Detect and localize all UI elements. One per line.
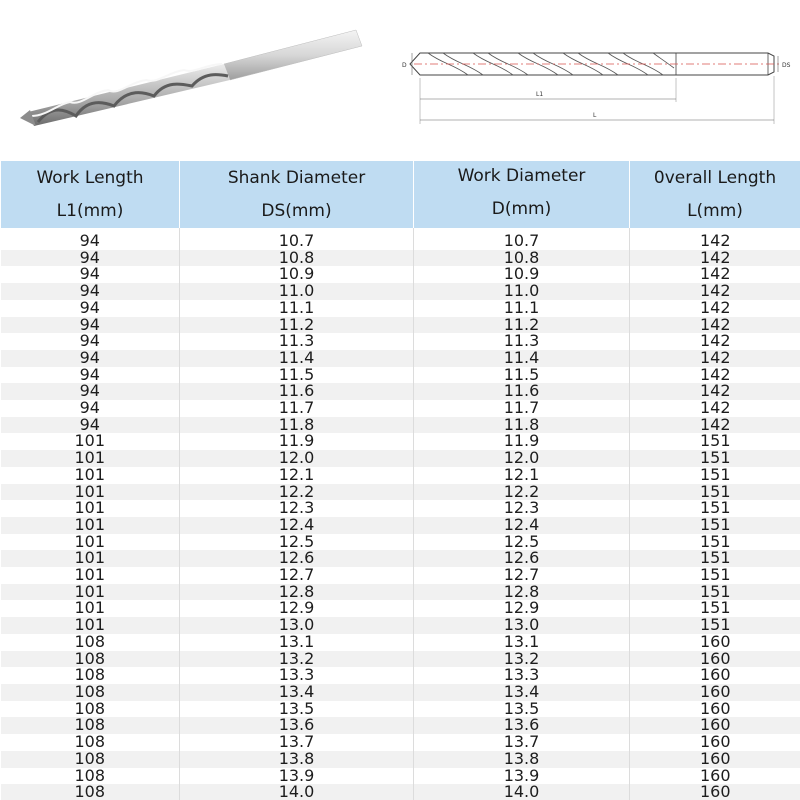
table-row — [1, 228, 800, 250]
table-row — [1, 517, 800, 534]
dimension-drawing — [398, 40, 798, 130]
cell-overall-length: 142 — [630, 333, 800, 350]
cell-work-diameter: 10.8 — [414, 250, 630, 267]
table-row — [1, 667, 800, 684]
cell-work-diameter: 11.2 — [414, 317, 630, 334]
cell-shank-diameter: 12.2 — [180, 484, 414, 501]
cell-shank-diameter: 12.7 — [180, 567, 414, 584]
cell-shank-diameter: 12.5 — [180, 534, 414, 551]
cell-overall-length: 151 — [630, 567, 800, 584]
cell-work-diameter: 11.5 — [414, 367, 630, 384]
cell-overall-length: 142 — [630, 417, 800, 434]
cell-shank-diameter: 13.7 — [180, 734, 414, 751]
cell-work-length: 94 — [1, 383, 180, 400]
cell-overall-length: 142 — [630, 367, 800, 384]
cell-overall-length: 160 — [630, 784, 800, 800]
table-row — [1, 550, 800, 567]
cell-work-diameter: 11.8 — [414, 417, 630, 434]
table-row — [1, 567, 800, 584]
cell-shank-diameter: 11.3 — [180, 333, 414, 350]
cell-shank-diameter: 11.8 — [180, 417, 414, 434]
table-row — [1, 617, 800, 634]
table-row — [1, 784, 800, 800]
cell-work-length: 101 — [1, 517, 180, 534]
product-illustration-area — [0, 0, 800, 160]
cell-shank-diameter: 12.8 — [180, 584, 414, 601]
header-overall-length — [630, 161, 800, 228]
cell-work-length: 101 — [1, 584, 180, 601]
cell-work-diameter: 13.3 — [414, 667, 630, 684]
cell-overall-length: 142 — [630, 317, 800, 334]
spec-table — [0, 161, 800, 800]
table-row — [1, 383, 800, 400]
cell-work-length: 94 — [1, 367, 180, 384]
table-row — [1, 450, 800, 467]
cell-work-diameter: 12.1 — [414, 467, 630, 484]
cell-overall-length: 160 — [630, 751, 800, 768]
table-row — [1, 417, 800, 434]
cell-work-length: 101 — [1, 450, 180, 467]
cell-shank-diameter: 10.9 — [180, 266, 414, 283]
cell-overall-length: 142 — [630, 250, 800, 267]
header-work-diameter-unit: D(mm) — [491, 199, 552, 219]
header-work-diameter-title: Work Diameter — [457, 166, 586, 186]
cell-work-diameter: 11.0 — [414, 283, 630, 300]
cell-shank-diameter: 12.6 — [180, 550, 414, 567]
cell-overall-length: 151 — [630, 467, 800, 484]
cell-work-diameter: 13.2 — [414, 651, 630, 668]
cell-work-length: 94 — [1, 283, 180, 300]
cell-work-length: 101 — [1, 433, 180, 450]
cell-work-length: 101 — [1, 484, 180, 501]
cell-shank-diameter: 12.4 — [180, 517, 414, 534]
table-row — [1, 250, 800, 267]
cell-work-length: 108 — [1, 751, 180, 768]
table-row — [1, 634, 800, 651]
cell-work-length: 101 — [1, 617, 180, 634]
cell-work-diameter: 12.9 — [414, 600, 630, 617]
table-row — [1, 317, 800, 334]
table-row — [1, 367, 800, 384]
table-row — [1, 701, 800, 718]
table-row — [1, 467, 800, 484]
table-row — [1, 500, 800, 517]
cell-work-diameter: 13.7 — [414, 734, 630, 751]
cell-work-diameter: 12.5 — [414, 534, 630, 551]
table-row — [1, 651, 800, 668]
cell-overall-length: 160 — [630, 717, 800, 734]
cell-overall-length: 160 — [630, 651, 800, 668]
header-shank-diameter-unit: DS(mm) — [261, 201, 332, 221]
table-row — [1, 768, 800, 785]
table-row — [1, 400, 800, 417]
cell-work-diameter: 11.9 — [414, 433, 630, 450]
table-row — [1, 283, 800, 300]
cell-work-length: 94 — [1, 228, 180, 250]
header-work-length — [1, 161, 180, 228]
cell-shank-diameter: 11.9 — [180, 433, 414, 450]
cell-work-diameter: 11.6 — [414, 383, 630, 400]
cell-shank-diameter: 11.7 — [180, 400, 414, 417]
cell-work-diameter: 11.3 — [414, 333, 630, 350]
table-row — [1, 717, 800, 734]
cell-shank-diameter: 12.3 — [180, 500, 414, 517]
cell-work-diameter: 10.9 — [414, 266, 630, 283]
cell-overall-length: 160 — [630, 667, 800, 684]
cell-shank-diameter: 13.9 — [180, 768, 414, 785]
cell-overall-length: 142 — [630, 266, 800, 283]
table-row — [1, 600, 800, 617]
header-overall-length-unit: L(mm) — [687, 201, 743, 221]
cell-shank-diameter: 13.1 — [180, 634, 414, 651]
cell-work-diameter: 12.0 — [414, 450, 630, 467]
cell-shank-diameter: 11.5 — [180, 367, 414, 384]
label-l: L — [593, 112, 597, 119]
cell-work-diameter: 14.0 — [414, 784, 630, 800]
cell-overall-length: 151 — [630, 433, 800, 450]
cell-overall-length: 160 — [630, 768, 800, 785]
cell-work-length: 108 — [1, 634, 180, 651]
cell-work-length: 108 — [1, 651, 180, 668]
cell-work-diameter: 10.7 — [414, 228, 630, 250]
cell-work-length: 108 — [1, 768, 180, 785]
table-row — [1, 484, 800, 501]
cell-work-diameter: 13.1 — [414, 634, 630, 651]
cell-overall-length: 160 — [630, 701, 800, 718]
cell-work-length: 101 — [1, 567, 180, 584]
cell-shank-diameter: 10.8 — [180, 250, 414, 267]
cell-work-length: 108 — [1, 734, 180, 751]
cell-work-diameter: 12.4 — [414, 517, 630, 534]
cell-work-length: 94 — [1, 333, 180, 350]
cell-work-diameter: 12.3 — [414, 500, 630, 517]
cell-shank-diameter: 13.6 — [180, 717, 414, 734]
cell-shank-diameter: 11.0 — [180, 283, 414, 300]
cell-work-length: 108 — [1, 684, 180, 701]
cell-overall-length: 151 — [630, 450, 800, 467]
header-work-length-unit: L1(mm) — [56, 201, 124, 221]
cell-work-diameter: 12.6 — [414, 550, 630, 567]
cell-overall-length: 151 — [630, 484, 800, 501]
cell-work-length: 94 — [1, 250, 180, 267]
cell-shank-diameter: 13.2 — [180, 651, 414, 668]
cell-shank-diameter: 13.5 — [180, 701, 414, 718]
cell-overall-length: 160 — [630, 684, 800, 701]
cell-work-length: 108 — [1, 701, 180, 718]
cell-shank-diameter: 11.4 — [180, 350, 414, 367]
cell-work-diameter: 13.8 — [414, 751, 630, 768]
cell-work-diameter: 11.1 — [414, 300, 630, 317]
label-d: D — [402, 62, 407, 69]
label-l1: L1 — [536, 91, 544, 98]
cell-overall-length: 151 — [630, 500, 800, 517]
drill-bit-image — [18, 26, 368, 130]
cell-work-diameter: 13.4 — [414, 684, 630, 701]
cell-overall-length: 151 — [630, 517, 800, 534]
cell-shank-diameter: 11.2 — [180, 317, 414, 334]
table-row — [1, 266, 800, 283]
table-row — [1, 300, 800, 317]
table-row — [1, 534, 800, 551]
cell-shank-diameter: 11.6 — [180, 383, 414, 400]
cell-shank-diameter: 12.9 — [180, 600, 414, 617]
cell-work-length: 101 — [1, 467, 180, 484]
cell-work-length: 94 — [1, 417, 180, 434]
cell-work-length: 94 — [1, 317, 180, 334]
spec-table-container — [0, 161, 800, 800]
header-overall-length-title: 0verall Length — [653, 168, 777, 188]
table-row — [1, 751, 800, 768]
cell-work-diameter: 11.4 — [414, 350, 630, 367]
header-work-diameter — [414, 161, 630, 228]
table-row — [1, 584, 800, 601]
cell-overall-length: 160 — [630, 634, 800, 651]
cell-work-diameter: 12.7 — [414, 567, 630, 584]
table-row — [1, 333, 800, 350]
table-row — [1, 433, 800, 450]
cell-work-length: 94 — [1, 300, 180, 317]
header-work-length-title: Work Length — [36, 168, 144, 188]
header-shank-diameter-title: Shank Diameter — [227, 168, 366, 188]
cell-work-length: 108 — [1, 717, 180, 734]
cell-work-length: 94 — [1, 266, 180, 283]
cell-shank-diameter: 12.0 — [180, 450, 414, 467]
cell-work-length: 101 — [1, 550, 180, 567]
label-ds: DS — [782, 62, 791, 69]
table-row — [1, 350, 800, 367]
cell-overall-length: 142 — [630, 350, 800, 367]
cell-shank-diameter: 13.8 — [180, 751, 414, 768]
header-shank-diameter — [180, 161, 414, 228]
cell-overall-length: 160 — [630, 734, 800, 751]
cell-work-diameter: 13.9 — [414, 768, 630, 785]
cell-work-length: 94 — [1, 350, 180, 367]
cell-overall-length: 142 — [630, 300, 800, 317]
cell-overall-length: 151 — [630, 584, 800, 601]
cell-work-diameter: 11.7 — [414, 400, 630, 417]
cell-shank-diameter: 13.3 — [180, 667, 414, 684]
cell-overall-length: 142 — [630, 400, 800, 417]
cell-work-length: 108 — [1, 784, 180, 800]
cell-shank-diameter: 14.0 — [180, 784, 414, 800]
cell-work-diameter: 13.5 — [414, 701, 630, 718]
table-header — [1, 161, 800, 228]
cell-overall-length: 142 — [630, 383, 800, 400]
table-row — [1, 684, 800, 701]
cell-shank-diameter: 13.4 — [180, 684, 414, 701]
cell-overall-length: 142 — [630, 228, 800, 250]
cell-shank-diameter: 12.1 — [180, 467, 414, 484]
cell-work-diameter: 13.6 — [414, 717, 630, 734]
cell-shank-diameter: 10.7 — [180, 228, 414, 250]
cell-work-length: 101 — [1, 500, 180, 517]
table-body — [1, 228, 800, 800]
cell-work-diameter: 12.8 — [414, 584, 630, 601]
cell-work-diameter: 13.0 — [414, 617, 630, 634]
cell-overall-length: 151 — [630, 600, 800, 617]
cell-shank-diameter: 11.1 — [180, 300, 414, 317]
cell-overall-length: 151 — [630, 534, 800, 551]
cell-work-length: 101 — [1, 534, 180, 551]
cell-shank-diameter: 13.0 — [180, 617, 414, 634]
cell-work-length: 108 — [1, 667, 180, 684]
cell-overall-length: 142 — [630, 283, 800, 300]
table-row — [1, 734, 800, 751]
cell-work-length: 94 — [1, 400, 180, 417]
cell-work-length: 101 — [1, 600, 180, 617]
cell-work-diameter: 12.2 — [414, 484, 630, 501]
cell-overall-length: 151 — [630, 550, 800, 567]
cell-overall-length: 151 — [630, 617, 800, 634]
